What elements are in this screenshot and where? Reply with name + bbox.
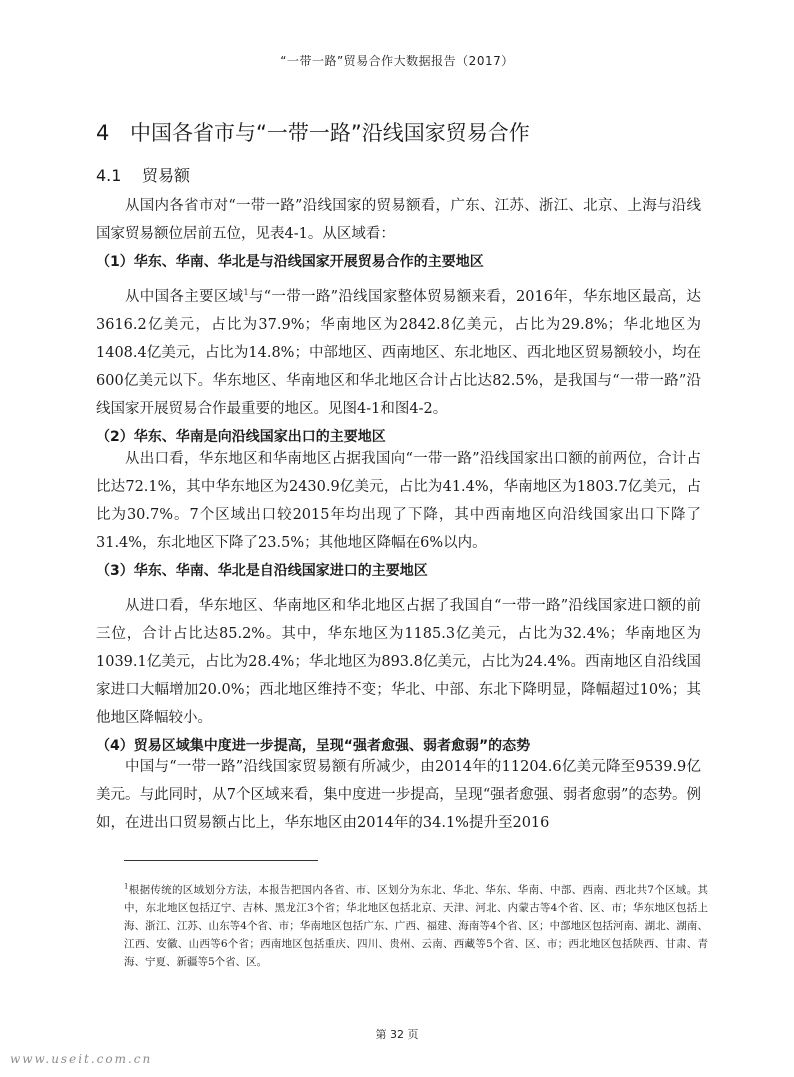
paragraph-text: 从中国各主要区域 (125, 289, 244, 305)
section-number: 4.1 (96, 166, 122, 185)
footnote-text: 根据传统的区域划分方法，本报告把国内各省、市、区划分为东北、华北、华东、华南、中部、西南、西北共7个区域。其中，东北地区包括辽宁、吉林、黑龙江3个省；华北地区包括北京、天津、河北、内蒙古等4个省、区、市；华东地区包括上海、浙江、江苏、山东等4个省、市；华南地区包括广东、广西、福建、海南等4个省、区；中部地区包括河南、湖北、湖南、江西、安徽、山西等6个省；西南地区包括重庆、四川、贵州、云南、西藏等5个省、区、市；西北地区包括陕西、甘肃、青海、宁夏、新疆等5个省、区。 (124, 884, 708, 968)
footnote (124, 881, 708, 971)
watermark: www.useit.com.cn (10, 1052, 153, 1066)
subsection-2-body (96, 445, 701, 585)
section-heading (96, 163, 696, 189)
chapter-title: 中国各省市与“一带一路”沿线国家贸易合作 (130, 121, 530, 145)
chapter-heading (96, 118, 716, 148)
subsection-heading-3: （3）华东、华南、华北是自沿线国家进口的主要地区 (96, 563, 428, 579)
subsection-4-body (96, 753, 701, 837)
subsection-paragraph-2: 从出口看，华东地区和华南地区占据我国向“一带一路”沿线国家出口额的前两位，合计占比达72.1%，其中华东地区为2430.9亿美元，占比为41.4%，华南地区为1803.7亿美元，占比为30.7%。7个区域出口较2015年均出现了下降，其中西南地区向沿线国家出口下降了31.4%，东北地区下降了23.5%；其他地区降幅在6%以内。 (96, 451, 701, 551)
subsection-paragraph-4: 中国与“一带一路”沿线国家贸易额有所减少，由2014年的11204.6亿美元降至9539.9亿美元。与此同时，从7个区域来看，集中度进一步提高，呈现“强者愈强、弱者愈弱”的态势。例如，在进出口贸易额占比上，华东地区由2014年的34.1%提升至2016 (96, 759, 701, 831)
page-number: 第 32 页 (375, 1028, 419, 1041)
intro-block (96, 192, 701, 276)
subsection-heading-2: （2）华东、华南是向沿线国家出口的主要地区 (96, 429, 386, 445)
paragraph-text: 与“一带一路”沿线国家整体贸易额来看，2016年，华东地区最高，达3616.2亿美元，占比为37.9%；华南地区为2842.8亿美元，占比为29.8%；华北地区为1408.4亿美元，占比为14.8%；中部地区、西南地区、东北地区、西北地区贸易额较小，均在600亿美元以下。华东地区、华南地区和华北地区合计占比达82.5%，是我国与“一带一路”沿线国家开展贸易合作最重要的地区。见图4-1和图4-2。 (96, 289, 702, 417)
subsection-heading-1: （1）华东、华南、华北是与沿线国家开展贸易合作的主要地区 (96, 254, 484, 270)
running-header: “一带一路”贸易合作大数据报告（2017） (280, 54, 514, 68)
section-title: 贸易额 (142, 166, 191, 185)
intro-paragraph: 从国内各省市对“一带一路”沿线国家的贸易额看，广东、江苏、浙江、北京、上海与沿线国家贸易额位居前五位，见表4-1。从区域看： (96, 198, 701, 242)
chapter-number: 4 (96, 121, 110, 145)
subsection-heading-4: （4）贸易区域集中度进一步提高，呈现“强者愈强、弱者愈弱”的态势 (96, 738, 531, 754)
subsection-3-body (96, 592, 701, 760)
footnote-separator (124, 860, 318, 861)
footnote-marker: 1 (124, 882, 129, 891)
subsection-paragraph-3: 从进口看，华东地区、华南地区和华北地区占据了我国自“一带一路”沿线国家进口额的前三位，合计占比达85.2%。其中，华东地区为1185.3亿美元，占比为32.4%；华南地区为1039.1亿美元，占比为28.4%；华北地区为893.8亿美元，占比为24.4%。西南地区自沿线国家进口大幅增加20.0%；西北地区维持不变；华北、中部、东北下降明显，降幅超过10%；其他地区降幅较小。 (96, 598, 701, 726)
footnote-reference[interactable]: 1 (243, 288, 249, 298)
subsection-paragraph-1 (96, 283, 701, 423)
subsection-1-body (96, 283, 701, 451)
